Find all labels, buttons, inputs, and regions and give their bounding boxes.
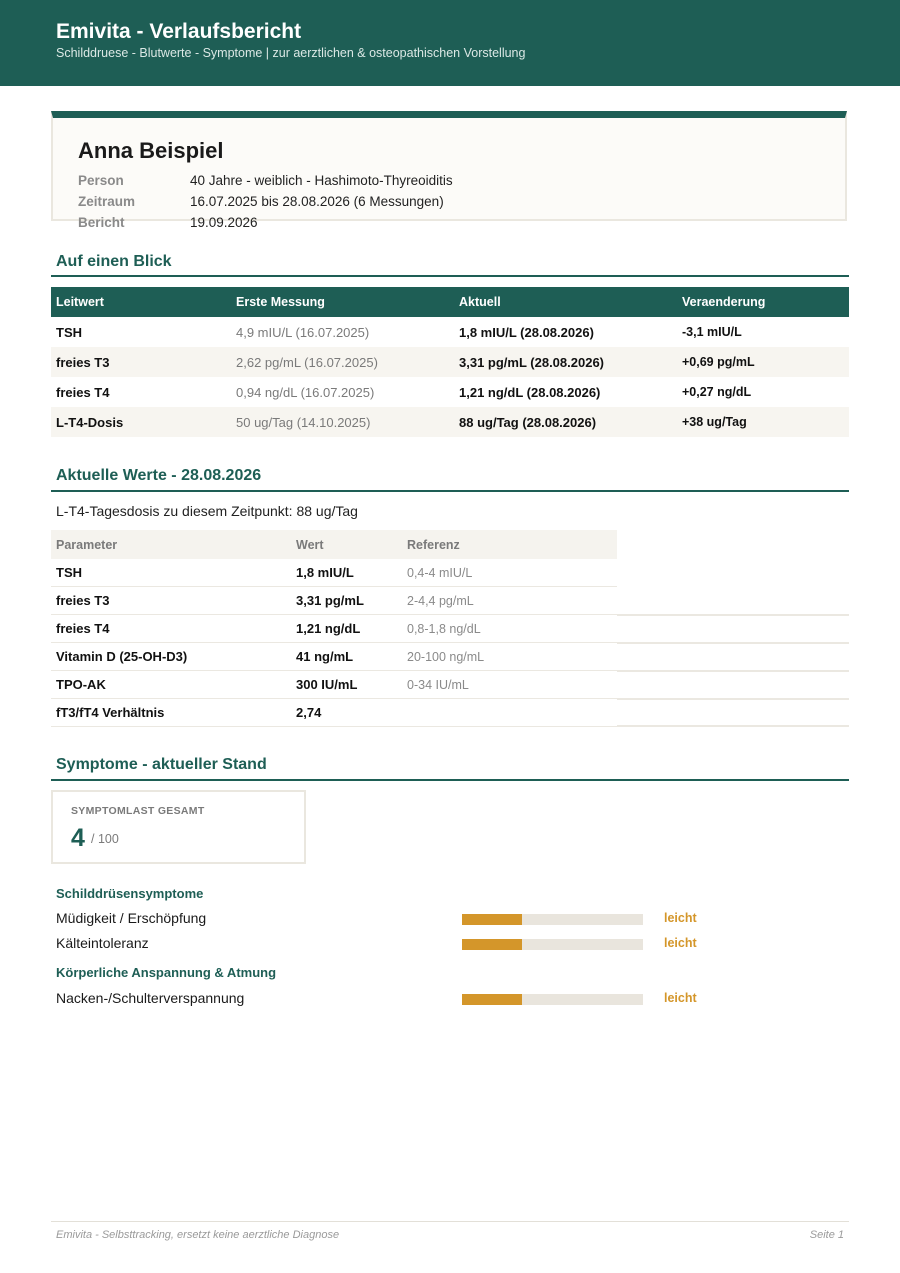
row-label: freies T3 [51,347,231,377]
symptom-name: Kälteintoleranz [56,935,149,951]
row-label: freies T4 [56,384,110,400]
severity-bar [462,994,643,1005]
score-label: SYMPTOMLAST GESAMT [71,805,205,817]
row-divider [617,614,849,616]
current-value: 1,8 mIU/L (28.08.2026) [459,324,594,340]
first-measurement: 50 ug/Tag (14.10.2025) [231,407,454,437]
footer-divider [51,1221,849,1222]
footer-disclaimer: Emivita - Selbsttracking, ersetzt keine aerztliche Diagnose [56,1229,340,1241]
parameter-name: fT3/fT4 Verhältnis [51,699,291,727]
table-row [51,317,849,347]
report-subtitle: Schilddruese - Blutwerte - Symptome | zur aerztlichen & osteopathischen Vorstellung [56,46,526,60]
row-divider [617,670,849,672]
reference-range: 20-100 ng/mL [402,643,617,671]
patient-name: Anna Beispiel [78,138,224,163]
row-label: TSH [56,324,82,340]
severity-label: leicht [664,936,697,950]
parameter-value: 300 IU/mL [291,671,402,699]
severity-label: leicht [664,911,697,925]
column-header: Parameter [51,530,291,559]
column-header: Wert [291,530,402,559]
first-measurement: 2,62 pg/mL (16.07.2025) [231,347,454,377]
parameter-name: TPO-AK [51,671,291,699]
change-value: +38 ug/Tag [677,407,849,437]
table-row [51,559,617,587]
table-row [51,699,617,727]
section-divider [51,779,849,781]
change-value: -3,1 mIU/L [682,325,742,339]
reference-range: 0-34 IU/mL [402,671,617,699]
patient-info-person [78,173,453,188]
symptom-row [56,908,849,928]
section-divider [51,275,849,277]
table-row [51,615,617,643]
parameter-name: TSH [51,559,291,587]
severity-bar-fill [462,939,522,950]
info-value: 19.09.2026 [190,215,258,230]
section-divider [51,490,849,492]
parameter-value: 2,74 [291,699,402,727]
symptom-group-title: Körperliche Anspannung & Atmung [56,965,277,980]
symptom-row [56,933,849,953]
parameter-value: 1,21 ng/dL [291,615,402,643]
column-header: Referenz [402,530,617,559]
reference-range: 0,8-1,8 ng/dL [402,615,617,643]
parameter-value: 41 ng/mL [291,643,402,671]
column-header: Veraenderung [677,287,849,317]
table-row [51,587,617,615]
change-value: +0,27 ng/dL [682,385,752,399]
parameter-name: freies T4 [51,615,291,643]
dose-line: L-T4-Tagesdosis zu diesem Zeitpunkt: 88 ug/Tag [56,503,358,519]
info-label: Zeitraum [78,194,136,209]
table-row [51,643,617,671]
column-header: Erste Messung [231,287,454,317]
glance-table [51,287,849,437]
severity-bar-fill [462,914,522,925]
symptom-name: Nacken-/Schulterverspannung [56,990,245,1006]
first-measurement: 4,9 mIU/L (16.07.2025) [236,324,370,340]
parameter-name: freies T3 [51,587,291,615]
score-value: 4 [71,824,85,852]
row-divider [617,725,849,727]
reference-range: 0,4-4 mIU/L [402,559,617,587]
row-label: L-T4-Dosis [51,407,231,437]
table-row [51,407,849,437]
info-value: 16.07.2025 bis 28.08.2026 (6 Messungen) [190,194,444,209]
column-header: Leitwert [51,287,231,317]
current-value: 88 ug/Tag (28.08.2026) [454,407,677,437]
severity-bar [462,939,643,950]
table-row [51,347,849,377]
symptom-name: Müdigkeit / Erschöpfung [56,910,207,926]
patient-info-period [78,194,444,209]
parameter-value: 1,8 mIU/L [291,559,402,587]
score-max: / 100 [91,832,119,846]
symptom-score-card [51,790,306,864]
table-row [51,377,849,407]
row-divider [617,642,849,644]
column-header: Aktuell [454,287,677,317]
current-value: 3,31 pg/mL (28.08.2026) [454,347,677,377]
change-value: +0,69 pg/mL [677,347,849,377]
symptom-group-title: Schilddrüsensymptome [56,886,204,901]
parameter-value: 3,31 pg/mL [291,587,402,615]
table-row [51,671,617,699]
severity-bar [462,914,643,925]
table-header-row [51,287,849,317]
patient-info-report-date [78,215,258,230]
table-header-row [51,530,617,559]
info-value: 40 Jahre - weiblich - Hashimoto-Thyreoiditis [190,173,453,188]
reference-range: 2-4,4 pg/mL [402,587,617,615]
patient-card [51,111,847,230]
symptom-row [56,988,849,1008]
section-title-current-values: Aktuelle Werte - 28.08.2026 [56,467,262,484]
info-label: Bericht [78,215,125,230]
severity-label: leicht [664,991,697,1005]
row-divider [617,698,849,700]
report-header [0,0,900,86]
reference-range [402,699,617,727]
report-title: Emivita - Verlaufsbericht [56,20,302,43]
info-label: Person [78,173,124,188]
section-title-symptoms: Symptome - aktueller Stand [56,756,267,773]
current-values-table [51,530,617,727]
section-title-glance: Auf einen Blick [56,253,172,270]
first-measurement: 0,94 ng/dL (16.07.2025) [236,384,375,400]
severity-bar-fill [462,994,522,1005]
page-number: Seite 1 [809,1229,844,1241]
current-value: 1,21 ng/dL (28.08.2026) [459,384,601,400]
parameter-name: Vitamin D (25-OH-D3) [51,643,291,671]
